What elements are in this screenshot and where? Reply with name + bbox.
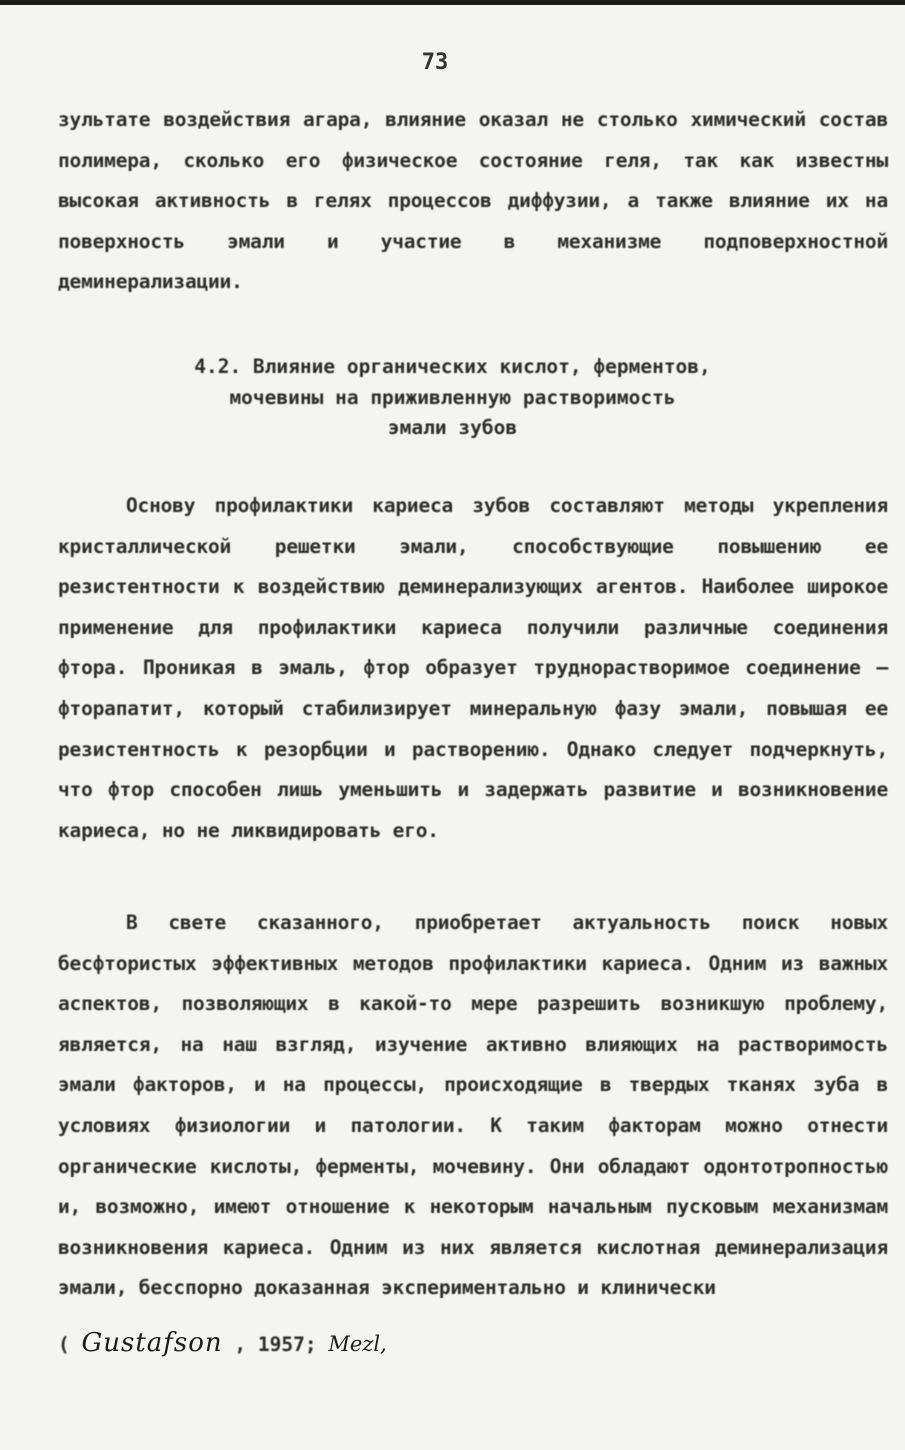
citation-line bbox=[58, 1323, 898, 1366]
citation-year: , 1957; bbox=[234, 1333, 317, 1356]
section-heading bbox=[0, 352, 905, 444]
heading-line-3: эмали зубов bbox=[387, 416, 518, 439]
paragraph-new-methods: В свете сказанного, приобретает актуальность поиск новых бесфтористых эффективных методов профилактики кариеса. Одним из важных аспектов, позволяющих в какой-то мере разрешить возникшую проблему, является, на наш взгляд, изучение активно влияющих на растворимость эмали факторов, и на процессы, происходящие в твердых тканях зуба в условиях физиологии и патологии. К таким факторам можно отнести органические кислоты, ферменты, мочевину. Они обладают одонтотропностью и, возможно, имеют отношение к некоторым начальным пусковым механизмам возникновения кариеса. Одним из них является кислотная деминерализация эмали, бесспорно доказанная экспериментально и клинически bbox=[58, 911, 888, 1300]
page-number: 73 bbox=[421, 50, 449, 75]
top-border-rule bbox=[0, 0, 905, 5]
handwritten-author-gustafson: Gustafson bbox=[81, 1328, 223, 1358]
paragraph-prophylaxis: Основу профилактики кариеса зубов составляют методы укрепления кристаллической решетки эмали, способствующие повышению ее резистентности к воздействию деминерализующих агентов. Наиболее широкое применение для профилактики кариеса получили различные соединения фтора. Проникая в эмаль, фтор образует труднорастворимое соединение – фторапатит, который стабилизирует минеральную фазу эмали, повышая ее резистентность к резорбции и растворению. Однако следует подчеркнуть, что фтор способен лишь уменьшить и задержать развитие и возникновение кариеса, но не ликвидировать его. bbox=[58, 494, 888, 842]
heading-line-1: 4.2. Влияние органических кислот, ферментов, bbox=[194, 355, 711, 378]
handwritten-author-mezl: Mezl, bbox=[328, 1332, 387, 1356]
paragraph-continuation: зультате воздействия агара, влияние оказал не столько химический состав полимера, сколько его физическое состояние геля, так как известны высокая активность в гелях процессов диффузии, а также влияние их на поверхность эмали и участие в механизме подповерхностной деминерализации. bbox=[58, 108, 888, 294]
heading-line-2: мочевины на приживленную растворимость bbox=[229, 385, 676, 409]
citation-open-paren: ( bbox=[58, 1333, 70, 1356]
